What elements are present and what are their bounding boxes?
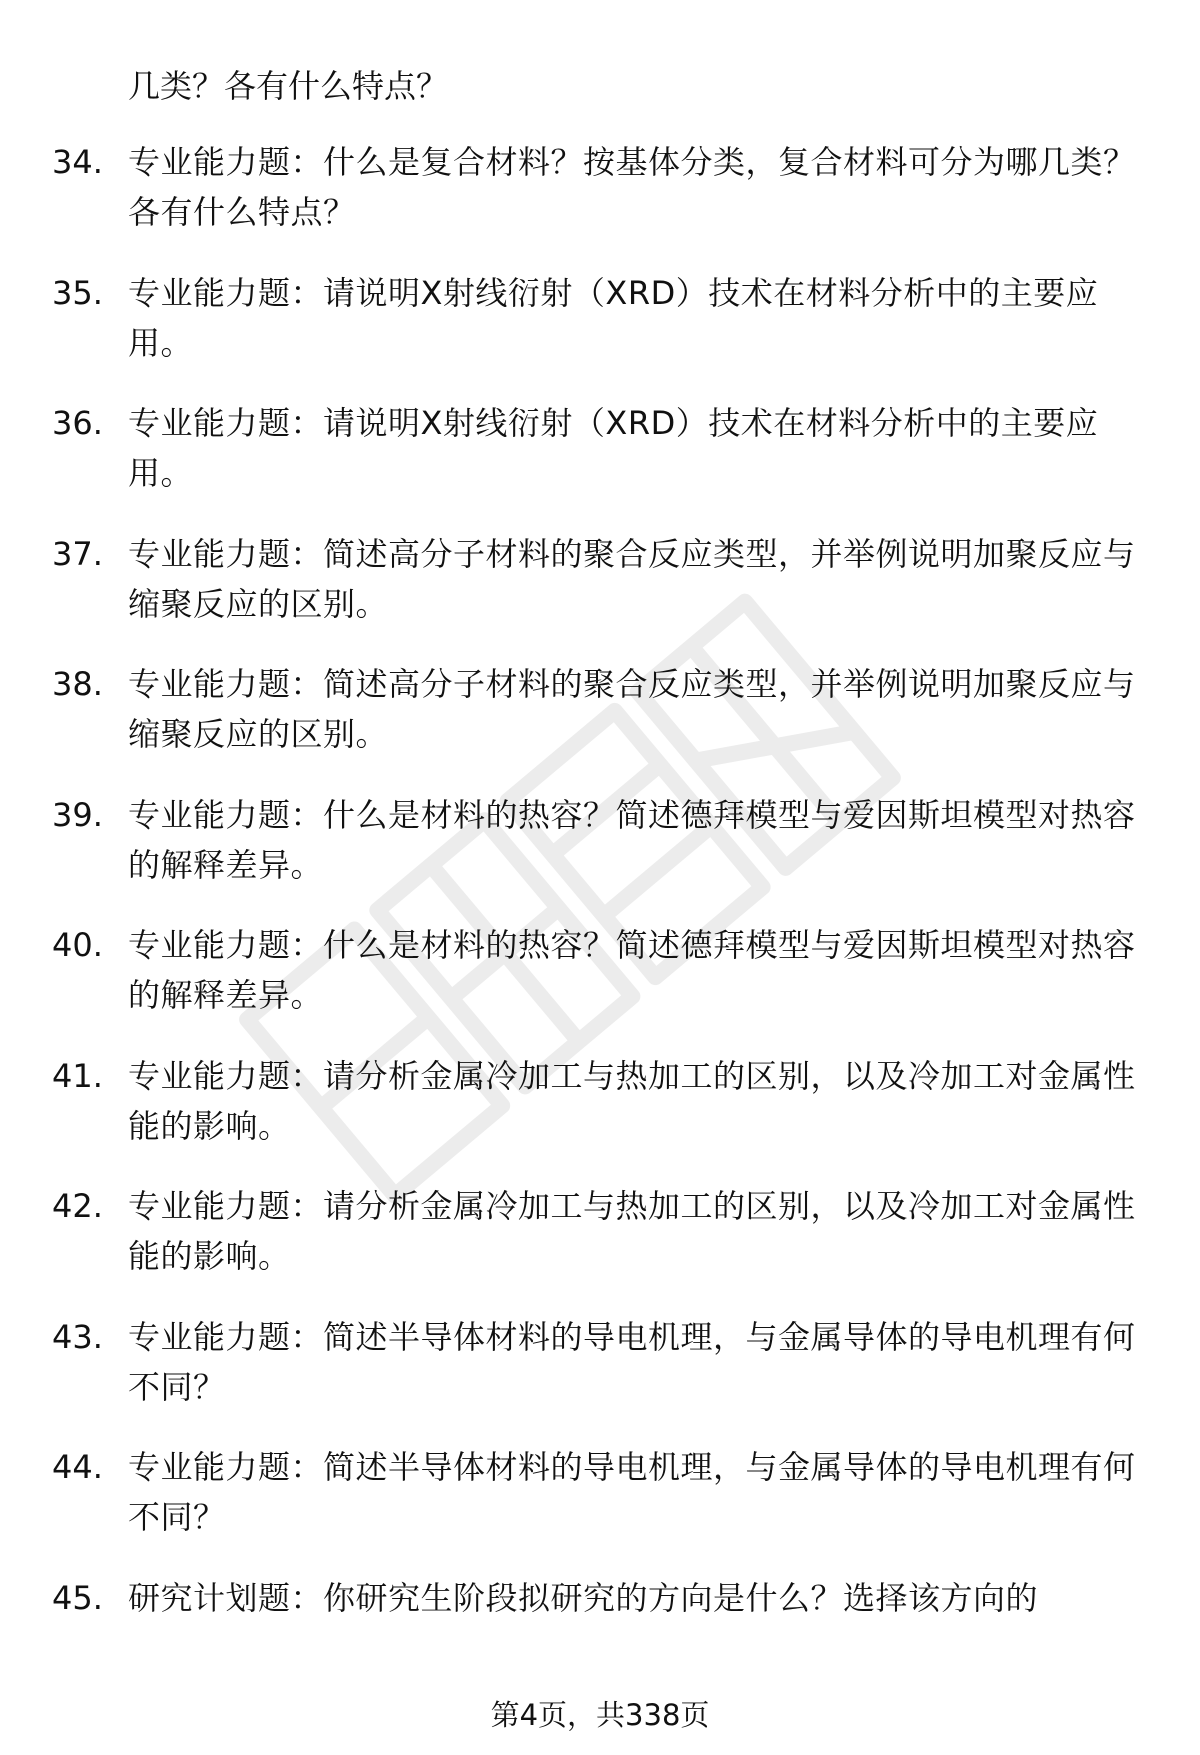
question-item — [0, 268, 1200, 399]
question-item — [0, 1312, 1200, 1443]
question-item — [0, 398, 1200, 529]
question-item — [0, 529, 1200, 660]
question-item — [0, 1573, 1200, 1704]
question-number: 45. — [52, 1578, 103, 1617]
question-number: 34. — [52, 143, 103, 181]
question-text: 专业能力题：简述高分子材料的聚合反应类型，并举例说明加聚反应与缩聚反应的区别。 — [128, 534, 1136, 623]
question-number: 39. — [52, 795, 103, 834]
question-number: 37. — [52, 534, 103, 573]
page-footer: 第4页，共338页 — [490, 1698, 710, 1732]
question-item — [0, 1051, 1200, 1182]
question-text: 专业能力题：请说明X射线衍射（XRD）技术在材料分析中的主要应用。 — [128, 404, 1099, 492]
question-item — [0, 790, 1200, 921]
question-text: 专业能力题：简述半导体材料的导电机理，与金属导体的导电机理有何不同？ — [128, 1317, 1136, 1406]
question-list — [0, 137, 1200, 1703]
question-number: 36. — [52, 404, 103, 442]
question-number: 40. — [52, 926, 103, 964]
question-text: 研究计划题：你研究生阶段拟研究的方向是什么？选择该方向的 — [128, 1578, 1039, 1617]
question-number: 43. — [52, 1317, 103, 1356]
question-number: 41. — [52, 1056, 103, 1095]
question-text: 专业能力题：请说明X射线衍射（XRD）技术在材料分析中的主要应用。 — [128, 273, 1099, 362]
question-text: 专业能力题：简述半导体材料的导电机理，与金属导体的导电机理有何不同？ — [128, 1448, 1136, 1536]
question-item — [0, 1181, 1200, 1312]
question-text: 专业能力题：请分析金属冷加工与热加工的区别，以及冷加工对金属性能的影响。 — [128, 1187, 1136, 1275]
question-text: 专业能力题：简述高分子材料的聚合反应类型，并举例说明加聚反应与缩聚反应的区别。 — [128, 665, 1136, 753]
question-number: 38. — [52, 665, 103, 703]
continuation-text: 几类？各有什么特点？ — [128, 67, 449, 105]
question-item — [0, 659, 1200, 790]
question-text: 专业能力题：什么是复合材料？按基体分类，复合材料可分为哪几类？各有什么特点？ — [128, 143, 1136, 231]
question-number: 35. — [52, 273, 103, 312]
question-item — [0, 137, 1200, 268]
question-text: 专业能力题：什么是材料的热容？简述德拜模型与爱因斯坦模型对热容的解释差异。 — [128, 926, 1136, 1014]
question-text: 专业能力题：请分析金属冷加工与热加工的区别，以及冷加工对金属性能的影响。 — [128, 1056, 1136, 1145]
question-number: 42. — [52, 1187, 103, 1225]
question-item — [0, 1442, 1200, 1573]
question-text: 专业能力题：什么是材料的热容？简述德拜模型与爱因斯坦模型对热容的解释差异。 — [128, 795, 1136, 884]
question-item — [0, 920, 1200, 1051]
question-number: 44. — [52, 1448, 103, 1486]
